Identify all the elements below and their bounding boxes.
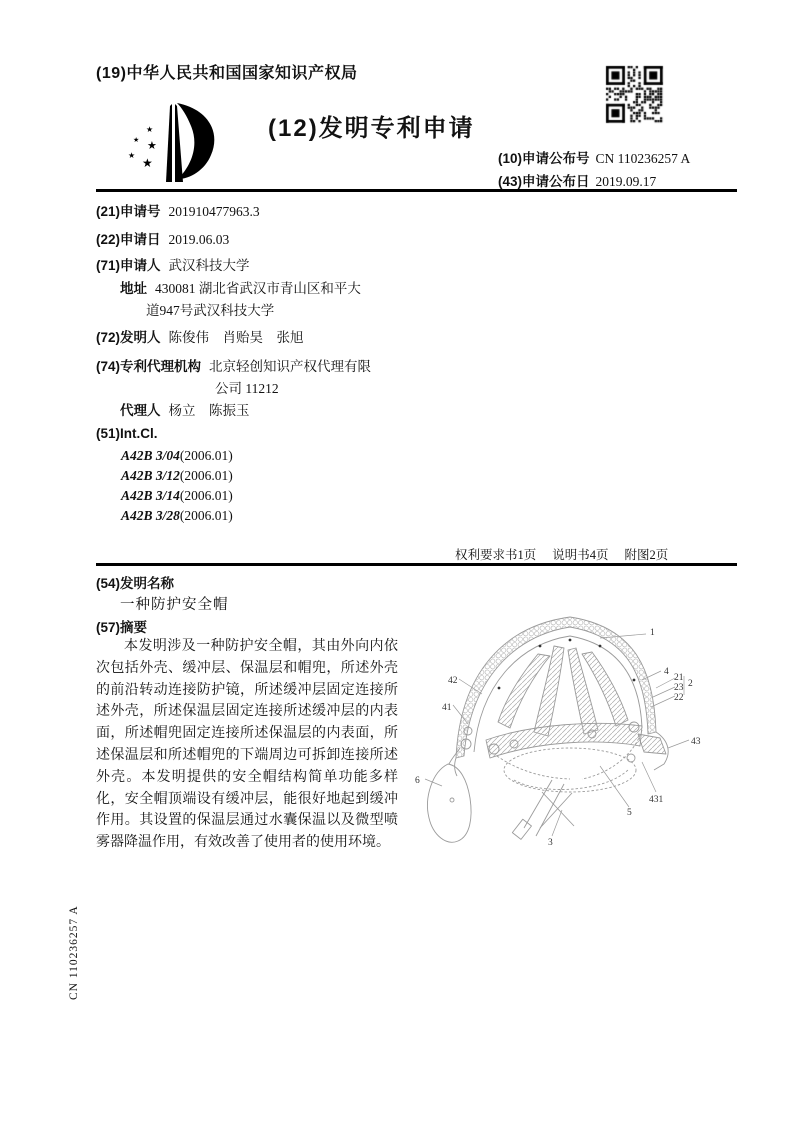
publication-date-row bbox=[498, 170, 656, 190]
section-divider bbox=[96, 563, 737, 566]
inventors-label: (72)发明人 bbox=[96, 330, 161, 345]
side-publication-code: CN 110236257 A bbox=[68, 905, 80, 1000]
figure-label: 42 bbox=[448, 676, 458, 686]
application-date-label: (22)申请日 bbox=[96, 232, 161, 247]
publication-number-row bbox=[498, 147, 690, 167]
star-icon: ★ bbox=[142, 156, 153, 170]
intcl-code: A42B 3/28 bbox=[121, 508, 180, 523]
figure-pages: 附图2页 bbox=[624, 548, 669, 562]
applicant-value: 武汉科技大学 bbox=[168, 258, 250, 273]
agency-row bbox=[96, 355, 371, 375]
figure-label: 4 bbox=[664, 667, 669, 677]
cnipa-logo bbox=[120, 92, 228, 188]
inventors-row bbox=[96, 326, 304, 346]
intcl-version: (2006.01) bbox=[179, 448, 233, 463]
intcl-code: A42B 3/14 bbox=[121, 488, 180, 503]
star-icon: ★ bbox=[146, 125, 154, 134]
figure-label: 43 bbox=[691, 737, 701, 747]
pages-summary bbox=[455, 545, 668, 563]
figure-label: 1 bbox=[650, 628, 655, 638]
application-number-row bbox=[96, 200, 260, 220]
document-type-title: (12)发明专利申请 bbox=[268, 115, 475, 142]
abstract-label: (57)摘要 bbox=[96, 620, 148, 635]
intcl-code: A42B 3/04 bbox=[121, 448, 180, 463]
star-icon: ★ bbox=[133, 136, 140, 144]
qr-code bbox=[604, 64, 666, 126]
agency-value-line1: 北京轻创知识产权代理有限 bbox=[209, 359, 372, 374]
publication-date-label: (43)申请公布日 bbox=[498, 174, 590, 189]
intcl-entry bbox=[121, 448, 233, 464]
intcl-entry bbox=[121, 508, 233, 524]
intcl-version: (2006.01) bbox=[179, 488, 233, 503]
application-date-value: 2019.06.03 bbox=[168, 232, 230, 247]
claims-pages: 权利要求书1页 bbox=[455, 548, 537, 562]
agency-value-line2: 公司 11212 bbox=[215, 381, 279, 396]
inventors-value: 陈俊伟 肖贻昊 张旭 bbox=[168, 330, 304, 345]
figure-label: 2 bbox=[688, 679, 693, 689]
agent-value: 杨立 陈振玉 bbox=[168, 403, 250, 418]
publication-number-label: (10)申请公布号 bbox=[498, 151, 590, 166]
intcl-version: (2006.01) bbox=[179, 508, 233, 523]
applicant-row bbox=[96, 254, 250, 274]
applicant-label: (71)申请人 bbox=[96, 258, 161, 273]
helmet-drawing bbox=[402, 598, 747, 858]
figure-label: 3 bbox=[548, 838, 553, 848]
figure-label: 22 bbox=[674, 693, 684, 703]
application-date-row bbox=[96, 228, 229, 248]
star-icon: ★ bbox=[147, 139, 157, 152]
figure-label: 431 bbox=[649, 795, 664, 805]
figure-label: 5 bbox=[627, 808, 632, 818]
address-row bbox=[120, 277, 361, 297]
application-number-value: 201910477963.3 bbox=[168, 204, 260, 219]
intcl-version: (2006.01) bbox=[179, 468, 233, 483]
agent-row bbox=[120, 399, 250, 419]
address-value-line2: 道947号武汉科技大学 bbox=[146, 303, 275, 318]
invention-title: 一种防护安全帽 bbox=[120, 597, 229, 613]
helmet-figure bbox=[402, 598, 747, 858]
publication-date-value: 2019.09.17 bbox=[595, 174, 657, 189]
intcl-code: A42B 3/12 bbox=[121, 468, 180, 483]
office-name: (19)中华人民共和国国家知识产权局 bbox=[96, 65, 358, 82]
figure-label: 41 bbox=[442, 703, 452, 713]
address-value-line1: 430081 湖北省武汉市青山区和平大 bbox=[155, 281, 361, 296]
figure-label: 6 bbox=[415, 776, 420, 786]
publication-number-value: CN 110236257 A bbox=[595, 151, 691, 166]
invention-title-label: (54)发明名称 bbox=[96, 576, 175, 591]
agent-label: 代理人 bbox=[120, 403, 161, 418]
application-number-label: (21)申请号 bbox=[96, 204, 161, 219]
intcl-entry bbox=[121, 468, 233, 484]
intcl-entry bbox=[121, 488, 233, 504]
address-label: 地址 bbox=[120, 281, 147, 296]
abstract-text: 本发明涉及一种防护安全帽，其由外向内依次包括外壳、缓冲层、保温层和帽兜，所述外壳的前沿转动连接防护镜，所述缓冲层固定连接所述外壳，所述保温层固定连接所述缓冲层的内表面，所述帽兜固定连接所述保温层的内表面，所述保温层和所述帽兜的下端周边可拆卸连接所述外壳。本发明提供的安全帽结构简单功能多样化，安全帽顶端设有缓冲层，能很好地起到缓冲作用。其设置的保温层通过水囊保温以及微型喷雾器降温作用，有效改善了使用者的使用环境。 bbox=[96, 639, 398, 851]
figure-label: 23 bbox=[674, 683, 684, 693]
star-icon: ★ bbox=[128, 151, 136, 160]
agency-label: (74)专利代理机构 bbox=[96, 359, 202, 374]
figure-label: 21 bbox=[674, 673, 684, 683]
intcl-label: (51)Int.Cl. bbox=[96, 426, 158, 441]
description-pages: 说明书4页 bbox=[552, 548, 609, 562]
header-divider bbox=[96, 189, 737, 192]
